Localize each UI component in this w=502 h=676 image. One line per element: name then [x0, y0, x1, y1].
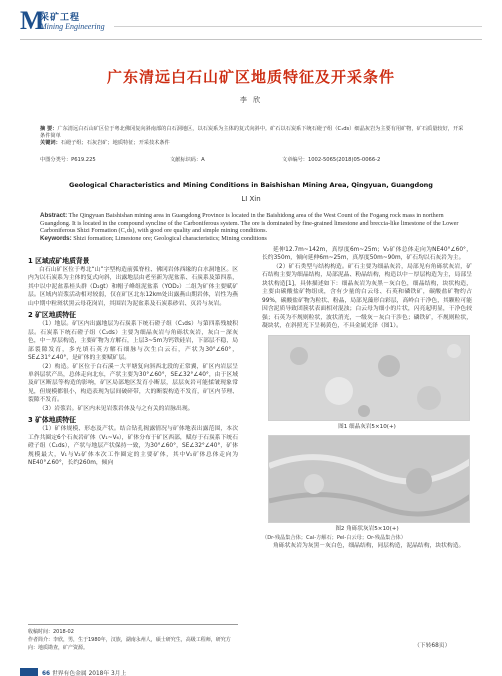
abstract-en	[40, 212, 466, 242]
clc-number: 中图分类号：P619.225	[40, 157, 96, 163]
abstract-en-label: Abstract:	[40, 212, 68, 219]
abstract-text: 广东清远白石山矿区位于粤北佛冈复向斜南部的白石洞地区，以石炭系为主体的复式向斜中。矿石以石炭系下统石磴子组（C₁ds）细晶灰岩为主要有用矿物，矿石质量较好，开采条件简单	[40, 126, 464, 139]
issue-date: 2018年 3月上	[88, 671, 127, 676]
paper-title-en: Geological Characteristics and Mining Conditions in Baishishan Mining Area, Qingyuan, Guangdong	[69, 181, 433, 189]
right-paragraph-1: 延伸12.7m~142m，真厚度6m~25m；V₂矿体总体走向为NE40°∠60°，长约350m，倾向延伸6m~25m，真厚度50m~90m，矿石均以石灰岩为主。	[262, 247, 472, 262]
page-footer	[42, 668, 126, 676]
abstract-en-text: The Qingyuan Baishishan mining area in Guangdong Province is located in the Baishidong area of the West Count of the Fogang rock mass in northern Guangdong. It is located in the compound syncline of the Carboniferous system. The ore is dominated by fine-grained limestone and breccia-like limestone of the Lower Carboniferous Shizi Formation (C₁ds), with good ore quality and simple mining conditions.	[40, 212, 459, 234]
figure-1-micrograph	[268, 335, 470, 421]
continued-note: （下转68页）	[414, 643, 451, 649]
journal-logo: M	[20, 6, 45, 35]
micrograph-1-image	[269, 336, 470, 421]
micrograph-2-image	[269, 436, 470, 523]
doc-code: 文献标识码：A	[170, 157, 205, 163]
received-date: 收稿时间：2018-02	[28, 629, 74, 635]
author-en: LI Xin	[241, 195, 261, 203]
figure-2-note: （Dr-残晶集合体；Cal-方解石；Pel-白云母；Or-残晶集合体）	[262, 535, 406, 542]
right-paragraph-2: （2）矿石类型与结构构造。矿石主要为细晶灰岩，局部见有角砾状灰岩，矿石结构主要为细晶结构，局部泥晶、粉晶结构，构造以中－厚层构造为主，局部呈块状构造[1]，具体描述如下：细晶灰岩为灰黑－灰白色，细晶结构，块状构造，主要由碳酸盐矿物组成，含有少量的白云母、石英和磷铁矿，碳酸盐矿物约占99%，碳酸盐矿物为粒状、粉晶，局部见藻形白彩层，高岭白干净色，其颗粒可能因含泥质导致团簇状表面相对混浊；白云母为细小的片状，闪亮起明显，干净色较强；石英为不规则粒状，波状消光，一级灰－灰白干涉色；磷铁矿，不规则粒状，凝块状，在斜照光下呈褐黄色，不具金属光泽（图1）。	[262, 263, 472, 330]
page-number: 66	[42, 671, 51, 676]
section-2-magmatic: （3）岩浆岩。矿区内未见岩浆岩体及与之有关的岩脉出现。	[39, 405, 194, 412]
keywords-en-label: Keywords:	[40, 234, 72, 242]
right-paragraph-3: 角砾状灰岩为灰黑－灰白色，细晶结构，同层构造，泥晶结构，块状构造。	[273, 543, 465, 550]
abstract-label: 摘 要：	[40, 126, 58, 132]
journal-name: 世界有色金属	[51, 671, 87, 676]
keywords-en-text: Shizi formation; Limestone ore; Geological characteristics; Mining conditions	[73, 234, 267, 242]
author-cn: 李 欣	[239, 96, 263, 104]
article-number: 文章编号：1002-5065(2018)05-0066-2	[282, 157, 381, 163]
abstract-cn	[40, 126, 466, 147]
right-column	[262, 246, 472, 551]
journal-section-en: Mining Engineering	[40, 22, 105, 31]
author-bio: 作者简介：李欣，男，生于1980年，汉族，湖南永州人，硕士研究生，高级工程师，研究方向：地质勘查，矿产资源。	[28, 637, 231, 651]
journal-header	[20, 6, 482, 40]
footer-accent	[20, 668, 38, 676]
journal-section-cn: 采矿工程	[40, 13, 81, 23]
header-divider	[114, 26, 482, 27]
keywords-label: 关键词：	[40, 140, 61, 146]
left-column	[28, 254, 238, 468]
figure-2-micrograph	[268, 435, 470, 523]
section-1-heading: 1 区域成矿地质背景	[28, 257, 90, 265]
section-2-heading: 2 矿区地质特征	[28, 311, 76, 320]
section-3-paragraph: （1）矿体规模、形态及产状。结合钻孔揭露情况与矿体地表出露范围，本次工作共圈定6个石灰岩矿体（V₁~V₆），矿体分布于矿区西部，赋存于石炭系下统石磴子组（C₁ds），产状与地层产状保持一致，为30°∠60°，SE∠32°∠40°，矿体规模最大，V₁与V₂矿体本次工作圈定的主要矿体，其中V₁矿体总体走向为NE40°∠60°，长约260m，倾向	[28, 426, 238, 467]
footnote	[28, 624, 238, 652]
section-1-paragraph: 白石山矿区位于粤北“山”字型构造前弧脊柱、佛冈岩体西缘的白水洞地区。区内为以石炭系为主体的复式向斜，出露地层由老至新为泥盆系、石炭系及第四系，其中以中泥盆系桂头群（D₂gt）和帽子峰组泥盆系（YOD₂）二组为矿体主要赋矿层。区域内岩浆活动相对较弱，仅在矿区北东12km处出露燕山期岩体，岩性为燕山中期中粒斑状黑云母花岗岩，其围岩为泥盆系及石炭系砂岩、页岩与灰岩。	[28, 267, 238, 307]
figure-2-caption: 图2 角砾状灰岩5×10(+)	[335, 525, 399, 532]
section-2-structure: （2）构造。矿区位于白石溪－大平塘复向斜西北段的正常翼，矿区内岩层呈单斜层状产出，总体走向北东，产状主要为30°∠60°，SE∠32°∠40°，由于区域及矿区断层等构造的影响，矿区局部地区发育小断层，层层灰岩可能揉皱现象常见，但规模都很小，构造表现为层间破碎带，大的断裂构造不发育，矿区内节理、裂隙不发育。	[28, 363, 238, 404]
figure-1-caption: 图1 细晶灰岩5×10(+)	[338, 423, 396, 430]
section-3-heading: 3 矿体地质特征	[28, 416, 76, 425]
keywords-text: 石磴子组；石灰岩矿；地质特征；开采技术条件	[60, 140, 170, 146]
section-2-strata: （1）地层。矿区内出露地层为石炭系下统石磴子组（C₁ds）与第四系残坡积层。石炭系下统石磴子组（C₁ds）主要为细晶灰岩与角砾状灰岩，灰白－深灰色，中－厚层构造，主要矿物为方解石，上层3~5m为钙铁硅岩，下部层不稳，局部裂隙发育，多充填石英方解石细脉与次生白云石，产状为30°∠60°，SE∠31°∠40°，是矿体的主要赋矿层。	[28, 321, 238, 362]
paper-title-cn: 广东清远白石山矿区地质特征及开采条件	[106, 68, 395, 86]
